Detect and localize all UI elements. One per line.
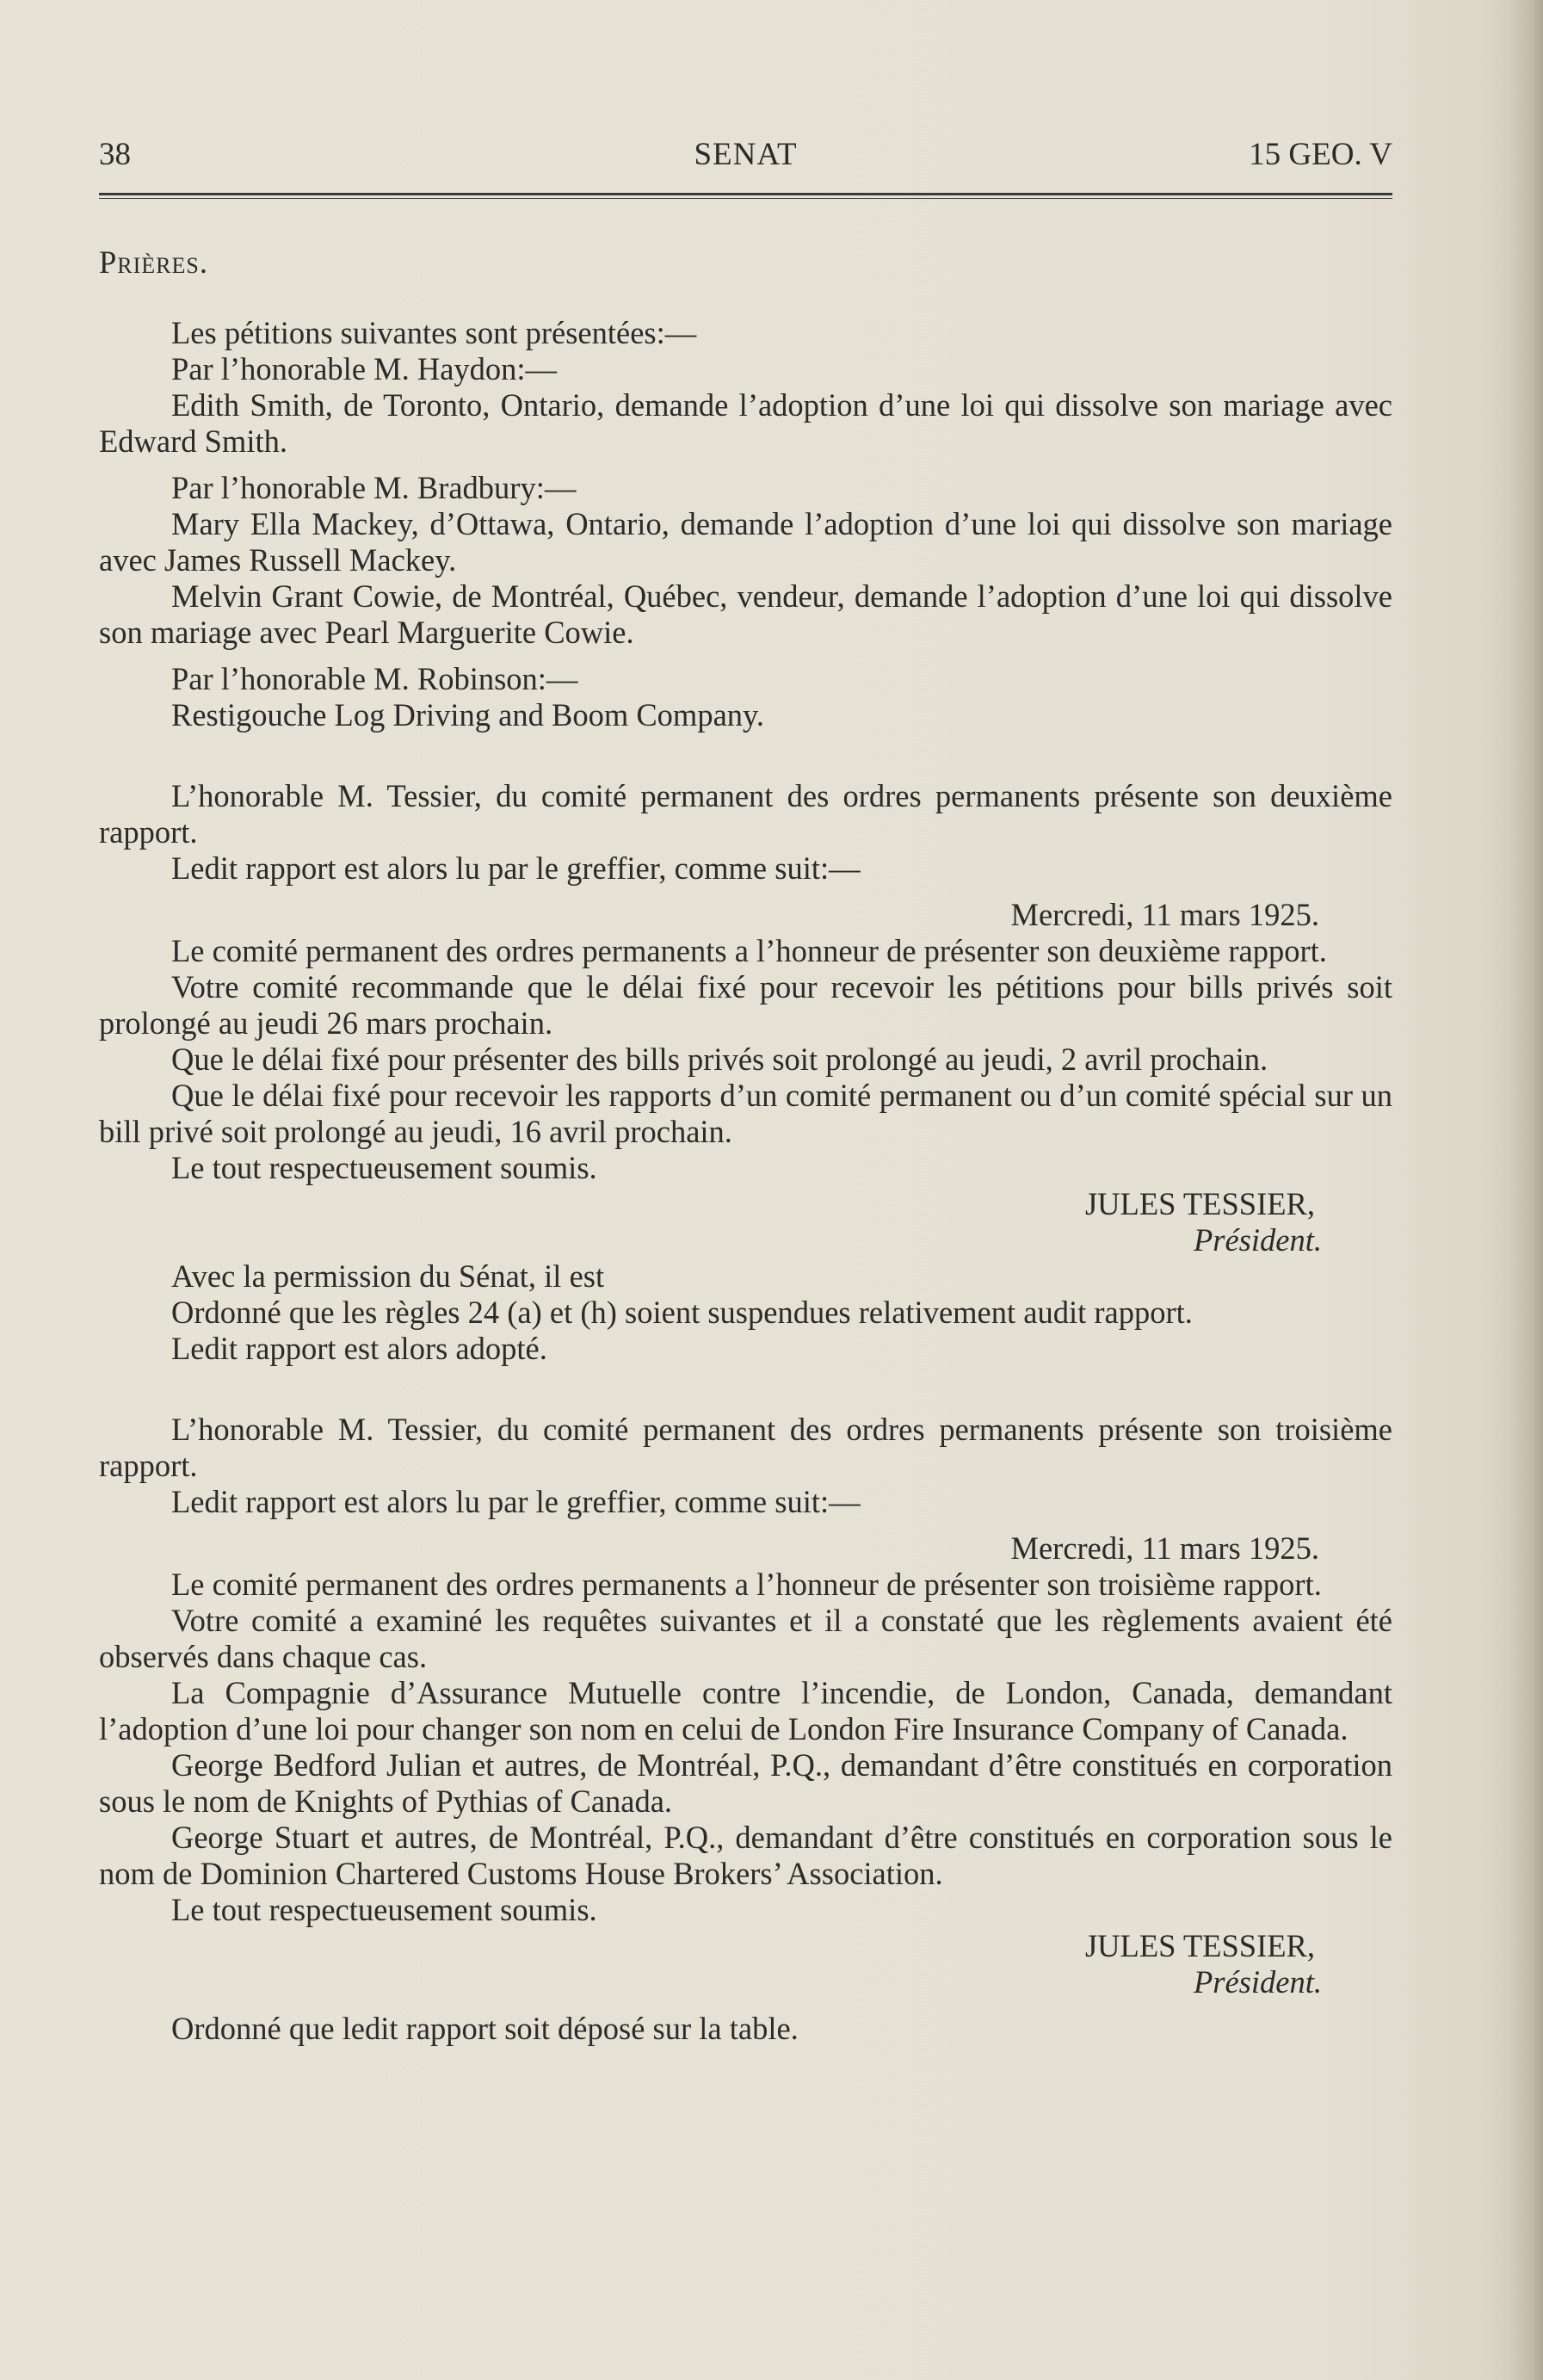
petition-mackey: Mary Ella Mackey, d’Ottawa, Ontario, demande l’adoption d’une loi qui dissolve son mariage avec James Russell Mackey. [99, 506, 1392, 578]
sponsor-bradbury: Par l’honorable M. Bradbury:— [171, 470, 577, 505]
report2-paragraph: Que le délai fixé pour recevoir les rapports d’un comité permanent ou d’un comité spécial sur un bill privé soit prolongé au jeudi, 16 avril prochain. [99, 1078, 1392, 1149]
page-edge-shadow [1509, 0, 1543, 2380]
page-header [99, 136, 1392, 170]
petition-restigouche: Restigouche Log Driving and Boom Company. [171, 697, 765, 733]
petition-smith: Edith Smith, de Toronto, Ontario, demande l’adoption d’une loi qui dissolve son mariage avec Edward Smith. [99, 387, 1392, 459]
petitions-intro: Les pétitions suivantes sont présentées:— [171, 315, 697, 350]
report3-paragraph: George Stuart et autres, de Montréal, P.Q., demandant d’être constitués en corporation sous le nom de Dominion Chartered Customs House Brokers’ Association. [99, 1820, 1392, 1891]
report2-read: Ledit rapport est alors lu par le greffier, comme suit:— [171, 850, 861, 886]
sponsor-robinson: Par l’honorable M. Robinson:— [171, 661, 578, 696]
report2-intro: L’honorable M. Tessier, du comité permanent des ordres permanents présente son deuxième rapport. [99, 778, 1392, 850]
petition-cowie: Melvin Grant Cowie, de Montréal, Québec, vendeur, demande l’adoption d’une loi qui dissolve son mariage avec Pearl Marguerite Cowie. [99, 578, 1392, 650]
section-title: Prières. [99, 244, 208, 280]
report2-paragraph: Votre comité recommande que le délai fixé pour recevoir les pétitions pour bills privés soit prolongé au jeudi 26 mars prochain. [99, 969, 1392, 1041]
report3-paragraph: Votre comité a examiné les requêtes suivantes et il a constaté que les règlements avaient été observés dans chaque cas. [99, 1603, 1392, 1674]
report3-paragraph: Le comité permanent des ordres permanents a l’honneur de présenter son troisième rapport. [171, 1567, 1322, 1602]
sponsor-haydon: Par l’honorable M. Haydon:— [171, 351, 558, 386]
report2-signature: JULES TESSIER, [1084, 1186, 1315, 1221]
report3-read: Ledit rapport est alors lu par le greffier, comme suit:— [171, 1484, 861, 1519]
running-title: SENAT [694, 137, 798, 172]
page-number: 38 [99, 137, 131, 172]
report3-date: Mercredi, 11 mars 1925. [1010, 1530, 1319, 1566]
report2-paragraph: Que le délai fixé pour présenter des bills privés soit prolongé au jeudi, 2 avril prochain. [171, 1042, 1268, 1077]
page-body [99, 244, 1392, 2047]
report2-permission: Avec la permission du Sénat, il est [171, 1258, 605, 1294]
header-rule-thick [99, 193, 1392, 195]
header-rule-thin [99, 198, 1392, 199]
regnal-year: 15 GEO. V [1249, 137, 1392, 172]
report2-signature-title: Président. [1193, 1222, 1322, 1258]
report3-ordered: Ordonné que ledit rapport soit déposé sur la table. [171, 2011, 799, 2046]
report2-paragraph: Le comité permanent des ordres permanents a l’honneur de présenter son deuxième rapport. [171, 933, 1327, 968]
report3-paragraph: George Bedford Julian et autres, de Montréal, P.Q., demandant d’être constitués en corporation sous le nom de Knights of Pythias of Canada. [99, 1747, 1392, 1819]
report3-signature-title: Président. [1193, 1964, 1322, 2000]
report3-signature: JULES TESSIER, [1084, 1928, 1315, 1963]
report2-ordered: Ordonné que les règles 24 (a) et (h) soient suspendues relativement audit rapport. [171, 1295, 1193, 1330]
report3-intro: L’honorable M. Tessier, du comité permanent des ordres permanents présente son troisième rapport. [99, 1412, 1392, 1483]
report2-date: Mercredi, 11 mars 1925. [1010, 897, 1319, 932]
report2-closing: Le tout respectueusement soumis. [171, 1150, 597, 1185]
report2-adopted: Ledit rapport est alors adopté. [171, 1331, 547, 1366]
report3-paragraph: La Compagnie d’Assurance Mutuelle contre l’incendie, de London, Canada, demandant l’adoption d’une loi pour changer son nom en celui de London Fire Insurance Company of Canada. [99, 1675, 1392, 1746]
report3-closing: Le tout respectueusement soumis. [171, 1892, 597, 1927]
